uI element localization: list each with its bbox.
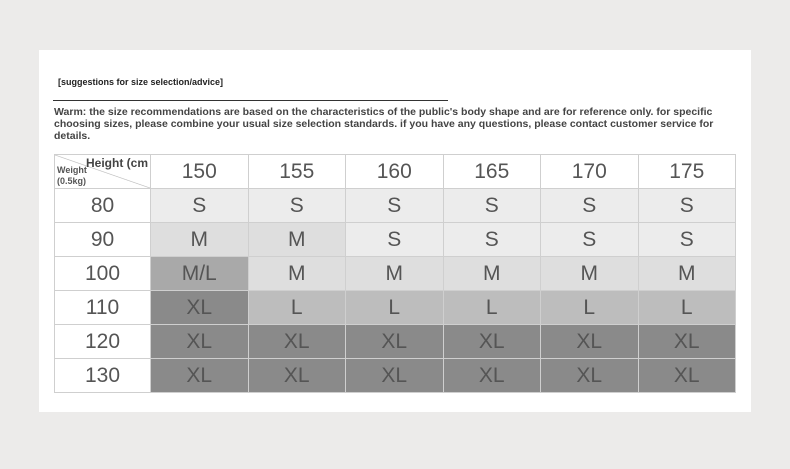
- size-cell: S: [638, 223, 736, 257]
- section-title: [suggestions for size selection/advice]: [58, 77, 224, 87]
- size-cell: S: [443, 223, 541, 257]
- table-row: [55, 359, 736, 393]
- weight-cell: 100: [55, 257, 151, 291]
- size-cell: M: [346, 257, 444, 291]
- weight-axis-label: Weight (0.5kg): [57, 165, 87, 186]
- table-row: [55, 257, 736, 291]
- size-cell: XL: [151, 325, 249, 359]
- size-cell: L: [443, 291, 541, 325]
- size-note: Warm: the size recommendations are based on the characteristics of the public's body shape and are for reference only. for specific choosing sizes, please combine your usual size selection standards. if you have any questions, please contact customer service for details.: [54, 106, 714, 142]
- size-cell: L: [638, 291, 736, 325]
- size-cell: M: [638, 257, 736, 291]
- size-cell: M/L: [151, 257, 249, 291]
- table-row: [55, 189, 736, 223]
- size-cell: L: [346, 291, 444, 325]
- size-cell: XL: [638, 325, 736, 359]
- size-chart-table: [54, 154, 736, 393]
- size-cell: S: [541, 223, 639, 257]
- size-cell: XL: [248, 359, 346, 393]
- height-header-cell: 175: [638, 155, 736, 189]
- size-guide-card: [39, 50, 751, 412]
- size-cell: XL: [248, 325, 346, 359]
- size-cell: S: [638, 189, 736, 223]
- size-cell: S: [151, 189, 249, 223]
- height-header-cell: 160: [346, 155, 444, 189]
- table-row: [55, 325, 736, 359]
- size-cell: M: [541, 257, 639, 291]
- weight-cell: 110: [55, 291, 151, 325]
- size-cell: XL: [541, 359, 639, 393]
- size-cell: S: [346, 223, 444, 257]
- size-cell: L: [541, 291, 639, 325]
- size-cell: S: [443, 189, 541, 223]
- weight-cell: 130: [55, 359, 151, 393]
- height-header-cell: 150: [151, 155, 249, 189]
- size-cell: M: [248, 257, 346, 291]
- height-axis-label: Height (cm: [85, 156, 148, 170]
- size-cell: M: [443, 257, 541, 291]
- size-cell: S: [248, 189, 346, 223]
- size-cell: XL: [443, 359, 541, 393]
- weight-cell: 90: [55, 223, 151, 257]
- size-cell: XL: [346, 325, 444, 359]
- size-cell: M: [151, 223, 249, 257]
- size-cell: XL: [346, 359, 444, 393]
- size-cell: L: [248, 291, 346, 325]
- height-header-cell: 165: [443, 155, 541, 189]
- size-cell: XL: [151, 291, 249, 325]
- size-cell: S: [346, 189, 444, 223]
- size-cell: XL: [443, 325, 541, 359]
- height-header-row: [55, 155, 736, 189]
- size-cell: XL: [541, 325, 639, 359]
- table-row: [55, 291, 736, 325]
- weight-cell: 80: [55, 189, 151, 223]
- table-row: [55, 223, 736, 257]
- corner-cell: [55, 155, 151, 189]
- size-cell: M: [248, 223, 346, 257]
- size-cell: XL: [638, 359, 736, 393]
- height-header-cell: 155: [248, 155, 346, 189]
- weight-cell: 120: [55, 325, 151, 359]
- size-cell: XL: [151, 359, 249, 393]
- title-divider: [53, 100, 448, 101]
- height-header-cell: 170: [541, 155, 639, 189]
- size-cell: S: [541, 189, 639, 223]
